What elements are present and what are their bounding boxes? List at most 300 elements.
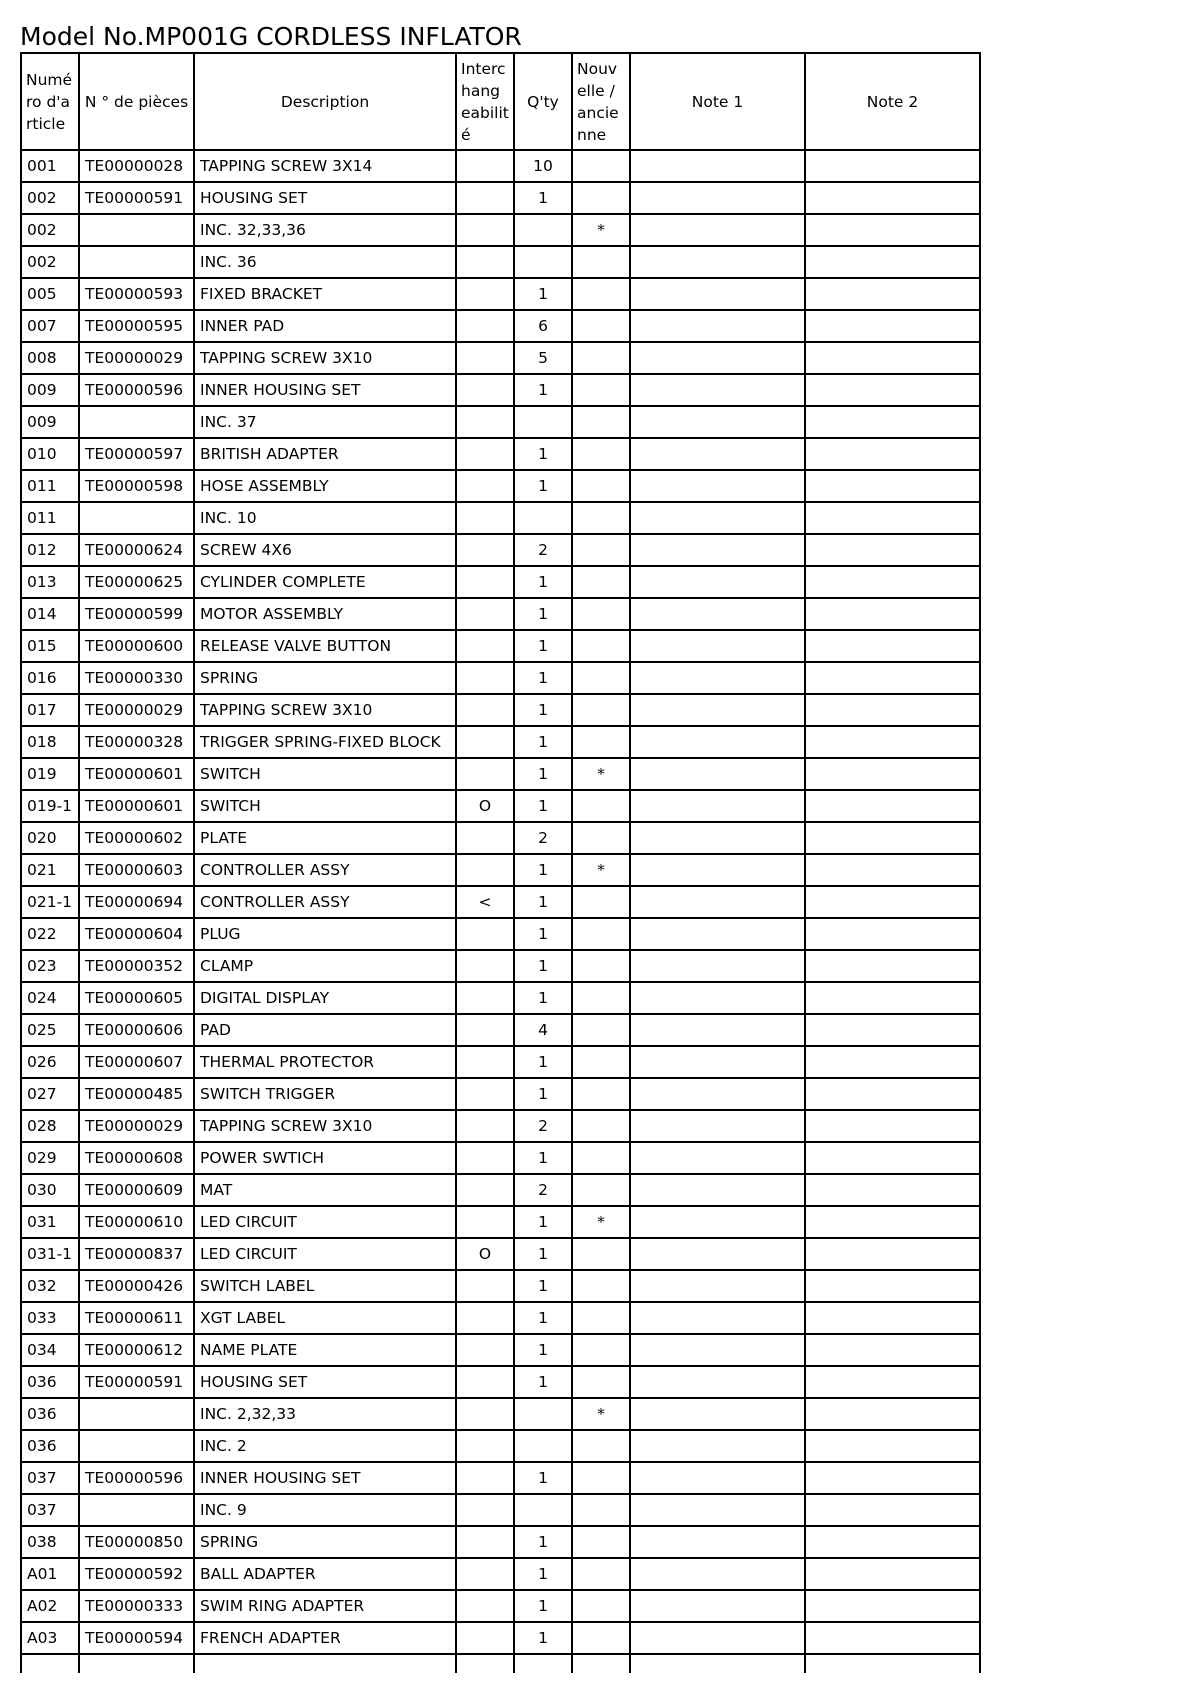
table-row xyxy=(21,662,980,694)
part-number-cell: TE00000694 xyxy=(79,886,194,918)
interchangeability-cell xyxy=(456,534,514,566)
description-cell: INC. 2,32,33 xyxy=(194,1398,456,1430)
quantity-cell: 10 xyxy=(514,150,572,182)
item-number-cell: 015 xyxy=(21,630,79,662)
part-number-cell: TE00000028 xyxy=(79,150,194,182)
quantity-cell: 1 xyxy=(514,1142,572,1174)
new-old-cell: * xyxy=(572,854,630,886)
note-2-cell xyxy=(805,1334,980,1366)
note-2-cell xyxy=(805,758,980,790)
part-number-cell: TE00000596 xyxy=(79,1462,194,1494)
new-old-cell xyxy=(572,374,630,406)
empty-cell xyxy=(572,1654,630,1673)
part-number-cell: TE00000850 xyxy=(79,1526,194,1558)
new-old-cell xyxy=(572,1430,630,1462)
quantity-cell: 2 xyxy=(514,822,572,854)
note-1-cell xyxy=(630,662,805,694)
table-row xyxy=(21,1558,980,1590)
note-1-cell xyxy=(630,1302,805,1334)
description-cell: INNER HOUSING SET xyxy=(194,1462,456,1494)
item-number-cell: 033 xyxy=(21,1302,79,1334)
item-number-cell: 005 xyxy=(21,278,79,310)
note-2-cell xyxy=(805,694,980,726)
part-number-cell: TE00000328 xyxy=(79,726,194,758)
quantity-cell xyxy=(514,1494,572,1526)
new-old-cell xyxy=(572,150,630,182)
note-2-cell xyxy=(805,1622,980,1654)
part-number-cell: TE00000610 xyxy=(79,1206,194,1238)
interchangeability-cell: O xyxy=(456,1238,514,1270)
item-number-cell: 031-1 xyxy=(21,1238,79,1270)
table-row xyxy=(21,726,980,758)
description-cell: BALL ADAPTER xyxy=(194,1558,456,1590)
quantity-cell: 1 xyxy=(514,374,572,406)
part-number-cell: TE00000837 xyxy=(79,1238,194,1270)
empty-cell xyxy=(805,1654,980,1673)
item-number-cell: 019-1 xyxy=(21,790,79,822)
part-number-cell: TE00000609 xyxy=(79,1174,194,1206)
table-row xyxy=(21,1494,980,1526)
description-cell: RELEASE VALVE BUTTON xyxy=(194,630,456,662)
interchangeability-cell xyxy=(456,374,514,406)
part-number-cell: TE00000607 xyxy=(79,1046,194,1078)
note-2-cell xyxy=(805,374,980,406)
col-header-new-old: Nouvelle / ancienne xyxy=(572,53,630,150)
item-number-cell: 002 xyxy=(21,246,79,278)
quantity-cell: 1 xyxy=(514,1270,572,1302)
new-old-cell xyxy=(572,534,630,566)
new-old-cell xyxy=(572,822,630,854)
quantity-cell xyxy=(514,406,572,438)
description-cell: TAPPING SCREW 3X10 xyxy=(194,1110,456,1142)
table-row xyxy=(21,1366,980,1398)
item-number-cell: 002 xyxy=(21,214,79,246)
note-1-cell xyxy=(630,150,805,182)
new-old-cell xyxy=(572,182,630,214)
description-cell: HOUSING SET xyxy=(194,1366,456,1398)
quantity-cell: 1 xyxy=(514,182,572,214)
quantity-cell: 1 xyxy=(514,630,572,662)
part-number-cell: TE00000612 xyxy=(79,1334,194,1366)
note-1-cell xyxy=(630,694,805,726)
quantity-cell: 1 xyxy=(514,1302,572,1334)
quantity-cell xyxy=(514,502,572,534)
new-old-cell xyxy=(572,1622,630,1654)
quantity-cell: 1 xyxy=(514,1078,572,1110)
part-number-cell: TE00000593 xyxy=(79,278,194,310)
table-row xyxy=(21,1398,980,1430)
new-old-cell xyxy=(572,566,630,598)
col-header-description: Description xyxy=(194,53,456,150)
note-1-cell xyxy=(630,1462,805,1494)
item-number-cell: 029 xyxy=(21,1142,79,1174)
item-number-cell: 010 xyxy=(21,438,79,470)
col-header-note-1: Note 1 xyxy=(630,53,805,150)
table-row xyxy=(21,1302,980,1334)
table-row xyxy=(21,1174,980,1206)
note-2-cell xyxy=(805,1270,980,1302)
note-2-cell xyxy=(805,1110,980,1142)
interchangeability-cell xyxy=(456,1174,514,1206)
description-cell: HOSE ASSEMBLY xyxy=(194,470,456,502)
interchangeability-cell xyxy=(456,726,514,758)
new-old-cell xyxy=(572,630,630,662)
note-1-cell xyxy=(630,438,805,470)
quantity-cell: 1 xyxy=(514,758,572,790)
description-cell: FRENCH ADAPTER xyxy=(194,1622,456,1654)
item-number-cell: 034 xyxy=(21,1334,79,1366)
item-number-cell: 011 xyxy=(21,470,79,502)
note-1-cell xyxy=(630,406,805,438)
interchangeability-cell: O xyxy=(456,790,514,822)
description-cell: PLATE xyxy=(194,822,456,854)
quantity-cell: 1 xyxy=(514,790,572,822)
part-number-cell: TE00000426 xyxy=(79,1270,194,1302)
interchangeability-cell xyxy=(456,758,514,790)
quantity-cell: 1 xyxy=(514,1238,572,1270)
note-2-cell xyxy=(805,1462,980,1494)
new-old-cell: * xyxy=(572,1206,630,1238)
item-number-cell: A03 xyxy=(21,1622,79,1654)
quantity-cell: 4 xyxy=(514,1014,572,1046)
item-number-cell: 031 xyxy=(21,1206,79,1238)
table-row xyxy=(21,534,980,566)
interchangeability-cell xyxy=(456,1622,514,1654)
table-row-continuation xyxy=(21,1654,980,1673)
table-row xyxy=(21,886,980,918)
note-1-cell xyxy=(630,918,805,950)
part-number-cell xyxy=(79,1398,194,1430)
interchangeability-cell xyxy=(456,470,514,502)
description-cell: INC. 10 xyxy=(194,502,456,534)
new-old-cell xyxy=(572,1014,630,1046)
interchangeability-cell xyxy=(456,1462,514,1494)
new-old-cell xyxy=(572,342,630,374)
table-row xyxy=(21,1142,980,1174)
part-number-cell: TE00000029 xyxy=(79,342,194,374)
note-2-cell xyxy=(805,1014,980,1046)
interchangeability-cell xyxy=(456,982,514,1014)
header-row xyxy=(21,53,980,150)
note-1-cell xyxy=(630,1430,805,1462)
page-title: Model No.MP001G CORDLESS INFLATOR xyxy=(20,22,522,51)
note-2-cell xyxy=(805,438,980,470)
description-cell: MOTOR ASSEMBLY xyxy=(194,598,456,630)
note-1-cell xyxy=(630,1142,805,1174)
note-2-cell xyxy=(805,342,980,374)
new-old-cell xyxy=(572,246,630,278)
note-2-cell xyxy=(805,1526,980,1558)
quantity-cell: 1 xyxy=(514,662,572,694)
new-old-cell xyxy=(572,502,630,534)
item-number-cell: 026 xyxy=(21,1046,79,1078)
note-1-cell xyxy=(630,470,805,502)
table-row xyxy=(21,1590,980,1622)
interchangeability-cell xyxy=(456,150,514,182)
interchangeability-cell xyxy=(456,1366,514,1398)
interchangeability-cell xyxy=(456,214,514,246)
interchangeability-cell xyxy=(456,1494,514,1526)
quantity-cell xyxy=(514,214,572,246)
interchangeability-cell xyxy=(456,566,514,598)
part-number-cell xyxy=(79,406,194,438)
note-2-cell xyxy=(805,278,980,310)
interchangeability-cell xyxy=(456,1430,514,1462)
description-cell: INC. 37 xyxy=(194,406,456,438)
note-1-cell xyxy=(630,598,805,630)
part-number-cell xyxy=(79,1494,194,1526)
interchangeability-cell xyxy=(456,822,514,854)
note-2-cell xyxy=(805,566,980,598)
note-2-cell xyxy=(805,1366,980,1398)
note-2-cell xyxy=(805,406,980,438)
item-number-cell: A02 xyxy=(21,1590,79,1622)
note-1-cell xyxy=(630,214,805,246)
interchangeability-cell xyxy=(456,1014,514,1046)
quantity-cell: 1 xyxy=(514,470,572,502)
quantity-cell xyxy=(514,246,572,278)
table-row xyxy=(21,150,980,182)
item-number-cell: 017 xyxy=(21,694,79,726)
parts-table xyxy=(20,52,981,1673)
description-cell: TAPPING SCREW 3X10 xyxy=(194,342,456,374)
part-number-cell: TE00000485 xyxy=(79,1078,194,1110)
part-number-cell: TE00000606 xyxy=(79,1014,194,1046)
description-cell: SWITCH LABEL xyxy=(194,1270,456,1302)
interchangeability-cell xyxy=(456,694,514,726)
empty-cell xyxy=(630,1654,805,1673)
part-number-cell: TE00000333 xyxy=(79,1590,194,1622)
table-row xyxy=(21,1270,980,1302)
parts-table-body xyxy=(21,150,980,1673)
item-number-cell: 016 xyxy=(21,662,79,694)
quantity-cell: 2 xyxy=(514,534,572,566)
interchangeability-cell xyxy=(456,950,514,982)
item-number-cell: 027 xyxy=(21,1078,79,1110)
item-number-cell: 014 xyxy=(21,598,79,630)
part-number-cell: TE00000608 xyxy=(79,1142,194,1174)
note-2-cell xyxy=(805,790,980,822)
table-row xyxy=(21,1046,980,1078)
table-row xyxy=(21,342,980,374)
item-number-cell: 021-1 xyxy=(21,886,79,918)
note-2-cell xyxy=(805,246,980,278)
new-old-cell xyxy=(572,790,630,822)
interchangeability-cell xyxy=(456,502,514,534)
note-2-cell xyxy=(805,534,980,566)
description-cell: FIXED BRACKET xyxy=(194,278,456,310)
new-old-cell xyxy=(572,1078,630,1110)
new-old-cell xyxy=(572,950,630,982)
description-cell: BRITISH ADAPTER xyxy=(194,438,456,470)
note-2-cell xyxy=(805,1238,980,1270)
note-2-cell xyxy=(805,182,980,214)
note-1-cell xyxy=(630,1078,805,1110)
note-1-cell xyxy=(630,758,805,790)
description-cell: CLAMP xyxy=(194,950,456,982)
part-number-cell: TE00000599 xyxy=(79,598,194,630)
quantity-cell: 1 xyxy=(514,918,572,950)
description-cell: LED CIRCUIT xyxy=(194,1206,456,1238)
new-old-cell xyxy=(572,1142,630,1174)
description-cell: POWER SWTICH xyxy=(194,1142,456,1174)
table-row xyxy=(21,1334,980,1366)
description-cell: XGT LABEL xyxy=(194,1302,456,1334)
interchangeability-cell xyxy=(456,854,514,886)
quantity-cell: 1 xyxy=(514,886,572,918)
table-row xyxy=(21,1622,980,1654)
part-number-cell: TE00000604 xyxy=(79,918,194,950)
new-old-cell xyxy=(572,1462,630,1494)
new-old-cell xyxy=(572,886,630,918)
description-cell: INC. 9 xyxy=(194,1494,456,1526)
part-number-cell: TE00000603 xyxy=(79,854,194,886)
part-number-cell: TE00000597 xyxy=(79,438,194,470)
interchangeability-cell xyxy=(456,630,514,662)
col-header-quantity: Q'ty xyxy=(514,53,572,150)
table-row xyxy=(21,310,980,342)
note-1-cell xyxy=(630,1110,805,1142)
item-number-cell: 013 xyxy=(21,566,79,598)
table-row xyxy=(21,1526,980,1558)
new-old-cell xyxy=(572,1526,630,1558)
note-1-cell xyxy=(630,1206,805,1238)
note-1-cell xyxy=(630,982,805,1014)
interchangeability-cell xyxy=(456,598,514,630)
new-old-cell: * xyxy=(572,758,630,790)
description-cell: LED CIRCUIT xyxy=(194,1238,456,1270)
interchangeability-cell xyxy=(456,406,514,438)
new-old-cell xyxy=(572,1238,630,1270)
item-number-cell: 009 xyxy=(21,374,79,406)
quantity-cell: 1 xyxy=(514,982,572,1014)
note-1-cell xyxy=(630,182,805,214)
description-cell: SWITCH xyxy=(194,790,456,822)
note-1-cell xyxy=(630,822,805,854)
part-number-cell: TE00000625 xyxy=(79,566,194,598)
description-cell: SWIM RING ADAPTER xyxy=(194,1590,456,1622)
interchangeability-cell xyxy=(456,1078,514,1110)
note-1-cell xyxy=(630,534,805,566)
interchangeability-cell xyxy=(456,278,514,310)
new-old-cell xyxy=(572,1366,630,1398)
note-2-cell xyxy=(805,1206,980,1238)
note-1-cell xyxy=(630,566,805,598)
table-row xyxy=(21,822,980,854)
item-number-cell: A01 xyxy=(21,1558,79,1590)
note-1-cell xyxy=(630,374,805,406)
note-2-cell xyxy=(805,854,980,886)
note-2-cell xyxy=(805,150,980,182)
empty-cell xyxy=(79,1654,194,1673)
description-cell: SCREW 4X6 xyxy=(194,534,456,566)
description-cell: SPRING xyxy=(194,662,456,694)
new-old-cell xyxy=(572,1334,630,1366)
part-number-cell: TE00000595 xyxy=(79,310,194,342)
part-number-cell xyxy=(79,246,194,278)
item-number-cell: 011 xyxy=(21,502,79,534)
note-1-cell xyxy=(630,1046,805,1078)
part-number-cell: TE00000605 xyxy=(79,982,194,1014)
new-old-cell xyxy=(572,1046,630,1078)
interchangeability-cell xyxy=(456,1270,514,1302)
new-old-cell xyxy=(572,278,630,310)
note-1-cell xyxy=(630,1398,805,1430)
item-number-cell: 037 xyxy=(21,1494,79,1526)
interchangeability-cell xyxy=(456,1302,514,1334)
part-number-cell: TE00000602 xyxy=(79,822,194,854)
note-2-cell xyxy=(805,1142,980,1174)
note-2-cell xyxy=(805,1430,980,1462)
item-number-cell: 025 xyxy=(21,1014,79,1046)
part-number-cell: TE00000591 xyxy=(79,182,194,214)
new-old-cell xyxy=(572,1174,630,1206)
note-2-cell xyxy=(805,662,980,694)
new-old-cell xyxy=(572,598,630,630)
part-number-cell: TE00000352 xyxy=(79,950,194,982)
table-row xyxy=(21,630,980,662)
quantity-cell: 1 xyxy=(514,1526,572,1558)
new-old-cell xyxy=(572,438,630,470)
table-row xyxy=(21,982,980,1014)
interchangeability-cell xyxy=(456,1334,514,1366)
item-number-cell: 018 xyxy=(21,726,79,758)
description-cell: INNER PAD xyxy=(194,310,456,342)
note-2-cell xyxy=(805,1302,980,1334)
new-old-cell: * xyxy=(572,214,630,246)
note-1-cell xyxy=(630,502,805,534)
new-old-cell xyxy=(572,1590,630,1622)
item-number-cell: 021 xyxy=(21,854,79,886)
quantity-cell: 1 xyxy=(514,726,572,758)
new-old-cell xyxy=(572,470,630,502)
col-header-part-number: N ° de pièces xyxy=(79,53,194,150)
item-number-cell: 007 xyxy=(21,310,79,342)
item-number-cell: 036 xyxy=(21,1366,79,1398)
table-row xyxy=(21,246,980,278)
part-number-cell: TE00000600 xyxy=(79,630,194,662)
part-number-cell: TE00000598 xyxy=(79,470,194,502)
note-1-cell xyxy=(630,1622,805,1654)
note-1-cell xyxy=(630,1590,805,1622)
table-row xyxy=(21,182,980,214)
item-number-cell: 036 xyxy=(21,1430,79,1462)
table-row xyxy=(21,790,980,822)
empty-cell xyxy=(514,1654,572,1673)
note-1-cell xyxy=(630,1334,805,1366)
table-row xyxy=(21,1238,980,1270)
part-number-cell: TE00000592 xyxy=(79,1558,194,1590)
description-cell: INC. 32,33,36 xyxy=(194,214,456,246)
table-row xyxy=(21,1078,980,1110)
empty-cell xyxy=(21,1654,79,1673)
item-number-cell: 024 xyxy=(21,982,79,1014)
table-row xyxy=(21,918,980,950)
table-row xyxy=(21,566,980,598)
table-row xyxy=(21,1430,980,1462)
interchangeability-cell xyxy=(456,182,514,214)
part-number-cell: TE00000601 xyxy=(79,758,194,790)
note-2-cell xyxy=(805,502,980,534)
description-cell: TAPPING SCREW 3X14 xyxy=(194,150,456,182)
description-cell: THERMAL PROTECTOR xyxy=(194,1046,456,1078)
note-1-cell xyxy=(630,1366,805,1398)
description-cell: PLUG xyxy=(194,918,456,950)
table-row xyxy=(21,278,980,310)
quantity-cell: 1 xyxy=(514,1590,572,1622)
item-number-cell: 002 xyxy=(21,182,79,214)
note-2-cell xyxy=(805,1398,980,1430)
